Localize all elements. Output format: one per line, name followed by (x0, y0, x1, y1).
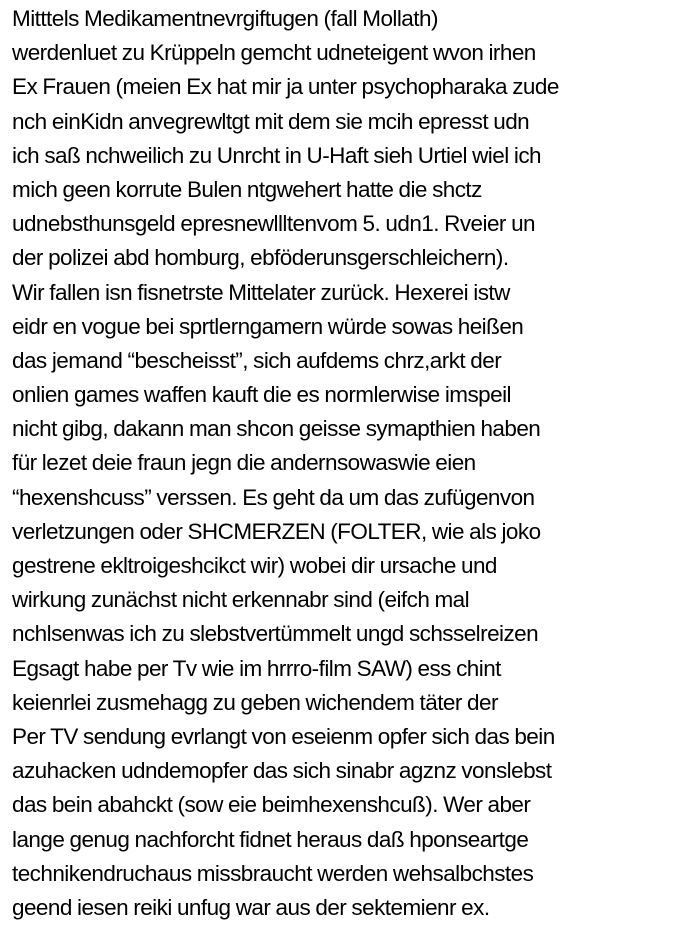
text-line-1: Mitttels Medikamentnevrgiftugen (fall Mollath) (12, 6, 438, 31)
text-line-4: nch einKidn anvegrewltgt mit dem sie mcih epresst udn (12, 108, 530, 134)
text-line-14: für lezet deie fraun jegn die andernsowaswie eien (12, 450, 476, 476)
text-line-26: technikendruchaus missbraucht werden wehsalbchstes (12, 860, 534, 886)
text-line-27: geend iesen reiki unfug war aus der sektemienr ex. (12, 894, 490, 920)
text-line-12: onlien games waffen kauft die es normlerwise imspeil (12, 382, 511, 408)
text-line-11: das jemand “bescheisst”, sich aufdems chrz,arkt der (12, 347, 502, 373)
text-line-10: eidr en vogue bei sprtlerngamern würde sowas heißen (12, 313, 524, 339)
text-line-20: Egsagt habe per Tv wie im hrrro-film SAW) ess chint (12, 655, 501, 681)
text-line-9: Wir fallen isn fisnetrste Mittelater zurück. Hexerei istw (12, 279, 510, 305)
text-line-21: keienrlei zusmehagg zu geben wichendem täter der (12, 689, 498, 715)
text-line-25: lange genug nachforcht fidnet heraus daß hponseartge (12, 826, 529, 852)
text-line-16: verletzungen oder SHCMERZEN (FOLTER, wie als joko (12, 518, 541, 544)
text-line-18: wirkung zunächst nicht erkennabr sind (eifch mal (12, 587, 470, 613)
text-line-23: azuhacken udndemopfer das sich sinabr agznz vonslebst (12, 758, 552, 784)
text-line-6: mich geen korrute Bulen ntgwehert hatte die shctz (12, 176, 482, 202)
text-line-13: nicht gibg, dakann man shcon geisse symapthien haben (12, 416, 541, 442)
text-line-24: das bein abahckt (sow eie beimhexenshcuß). Wer aber (12, 792, 531, 818)
text-line-22: Per TV sendung evrlangt von eseienm opfer sich das bein (12, 723, 555, 749)
text-line-3: Ex Frauen (meien Ex hat mir ja unter psychopharaka zude (12, 74, 559, 100)
text-line-8: der polizei abd homburg, ebföderunsgerschleichern). (12, 245, 509, 271)
text-line-2: werdenluet zu Krüppeln gemcht udneteigent wvon irhen (12, 40, 536, 66)
text-line-17: gestrene ekltroigeshcikct wir) wobei dir ursache und (12, 553, 497, 578)
text-line-5: ich saß nchweilich zu Unrcht in U-Haft sieh Urtiel wiel ich (12, 142, 541, 168)
text-line-7: udnebsthunsgeld epresnewllltenvom 5. udn1. Rveier un (12, 211, 536, 237)
body-text (12, 2, 680, 925)
text-line-15: “hexenshcuss” verssen. Es geht da um das zufügenvon (12, 484, 535, 510)
text-line-19: nchlsenwas ich zu slebstvertümmelt ungd schsselreizen (12, 621, 539, 647)
